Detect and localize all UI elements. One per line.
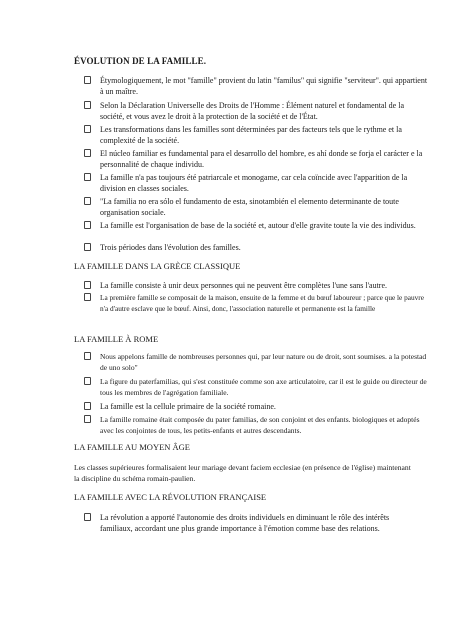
- section-heading: LA FAMILLE À ROME: [74, 334, 159, 344]
- checkbox-bullet-icon: [84, 149, 91, 157]
- list-item: Selon la Déclaration Universelle des Droits de l'Homme : Élément naturel et fondamental de la société, et vous avez le droit à la protection de la société et de l'État.: [88, 100, 428, 122]
- checkbox-bullet-icon: [84, 173, 91, 181]
- list-item: Nous appelons famille de nombreuses personnes qui, par leur nature ou de droit, sont soumises. a la potestad de uno solo": [88, 351, 428, 373]
- checkbox-bullet-icon: [84, 415, 91, 423]
- checkbox-bullet-icon: [84, 243, 91, 251]
- list-item: La famille n'a pas toujours été patriarcale et monogame, car cela coïncide avec l'apparition de la division en classes sociales.: [88, 172, 428, 194]
- checkbox-bullet-icon: [84, 293, 91, 301]
- checkbox-bullet-icon: [84, 402, 91, 410]
- list-item: La révolution a apporté l'autonomie des droits individuels en diminuant le rôle des intérêts familiaux, accordant une plus grande importance à l'émotion comme base des relations.: [88, 512, 428, 534]
- checkbox-bullet-icon: [84, 76, 91, 84]
- list-item: La famille est l'organisation de base de la société et, autour d'elle gravite toute la vie des individus.: [88, 220, 428, 231]
- list-item: La figure du paterfamilias, qui s'est constituée comme son axe articulatoire, car il est le guide ou directeur de tous les membres de l'agrégation familiale.: [88, 376, 428, 398]
- list-item: La famille est la cellule primaire de la société romaine.: [88, 401, 428, 412]
- section-heading: LA FAMILLE AU MOYEN ÂGE: [74, 442, 191, 452]
- section-heading: LA FAMILLE DANS LA GRÈCE CLASSIQUE: [74, 261, 241, 271]
- list-item: Trois périodes dans l'évolution des familles.: [88, 242, 428, 253]
- list-item: Les transformations dans les familles sont déterminées par des facteurs tels que le rythme et la complexité de la société.: [88, 124, 428, 146]
- checkbox-bullet-icon: [84, 125, 91, 133]
- section-heading: LA FAMILLE AVEC LA RÉVOLUTION FRANÇAISE: [74, 492, 267, 502]
- list-item: La famille romaine était composée du pater familias, de son conjoint et des enfants. biologiques et adoptés avec les conjointes de tous, les petits-enfants et autres descendants.: [88, 414, 428, 436]
- checkbox-bullet-icon: [84, 377, 91, 385]
- list-item: "La familia no era sólo el fundamento de esta, sinotambién el elemento determinante de toute organisation sociale.: [88, 196, 428, 218]
- list-item: Étymologiquement, le mot "famille" provient du latin "familus" qui signifie "serviteur". qui appartient à un maître.: [88, 75, 428, 97]
- checkbox-bullet-icon: [84, 101, 91, 109]
- paragraph: Les classes supérieures formalisaient leur mariage devant faciem ecclesiae (en présence de l'église) maintenant la discipline du schéma romain-paulien.: [74, 463, 411, 483]
- list-item: La famille consiste à unir deux personnes qui ne peuvent être complètes l'une sans l'autre.: [88, 280, 428, 291]
- checkbox-bullet-icon: [84, 281, 91, 289]
- list-item: El núcleo familiar es fundamental para el desarrollo del hombre, es ahí donde se forja el carácter e la personnalité de chaque individu.: [88, 148, 428, 170]
- checkbox-bullet-icon: [84, 352, 91, 360]
- checkbox-bullet-icon: [84, 513, 91, 521]
- checkbox-bullet-icon: [84, 221, 91, 229]
- list-item: La première famille se composait de la maison, ensuite de la femme et du bœuf laboureur ; parce que le pauvre n'a d'autre esclave que le bœuf. Ainsi, donc, l'association naturelle et permanente est la famille: [88, 292, 428, 314]
- page-title: ÉVOLUTION DE LA FAMILLE.: [74, 56, 207, 66]
- checkbox-bullet-icon: [84, 197, 91, 205]
